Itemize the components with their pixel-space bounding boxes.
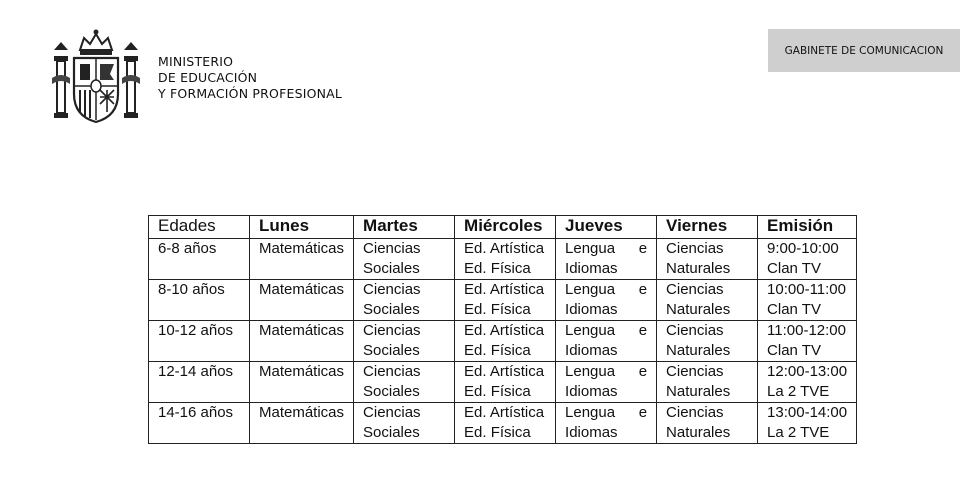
monday-text: Matemáticas [259, 404, 345, 421]
table-row [149, 280, 857, 321]
emission-channel: Clan TV [767, 260, 821, 277]
thursday-word-1: Lengua [565, 322, 616, 339]
header-monday: Lunes [250, 216, 354, 239]
wednesday-line-1: Ed. Artística [464, 404, 545, 421]
thursday-word-2: e [638, 322, 648, 339]
cell-wednesday [455, 362, 556, 403]
wednesday-line-2: Ed. Física [464, 424, 531, 441]
coat-of-arms-logo [50, 28, 142, 126]
wednesday-line-2: Ed. Física [464, 260, 531, 277]
friday-line-2: Naturales [666, 424, 731, 441]
cell-thursday [556, 362, 657, 403]
thursday-word-2: e [638, 363, 648, 380]
emission-time: 13:00-14:00 [767, 404, 848, 421]
table-row [149, 403, 857, 444]
monday-text: Matemáticas [259, 240, 345, 257]
thursday-line-2: Idiomas [565, 342, 618, 359]
cell-age [149, 280, 250, 321]
emission-channel: Clan TV [767, 301, 821, 318]
tuesday-line-1: Ciencias [363, 240, 421, 257]
tuesday-line-2: Sociales [363, 301, 420, 318]
wednesday-line-2: Ed. Física [464, 342, 531, 359]
age-text: 8-10 años [158, 281, 225, 298]
schedule-table [148, 215, 857, 444]
cell-emission [758, 280, 857, 321]
cell-wednesday [455, 403, 556, 444]
thursday-line-1 [565, 280, 647, 300]
cell-monday [250, 321, 354, 362]
wednesday-line-1: Ed. Artística [464, 281, 545, 298]
thursday-word-2: e [638, 404, 648, 421]
cell-friday [657, 403, 758, 444]
cell-monday [250, 362, 354, 403]
friday-line-2: Naturales [666, 301, 731, 318]
header-friday: Viernes [657, 216, 758, 239]
tuesday-line-1: Ciencias [363, 363, 421, 380]
friday-line-1: Ciencias [666, 322, 724, 339]
emission-channel: La 2 TVE [767, 424, 830, 441]
header-thursday: Jueves [556, 216, 657, 239]
wednesday-line-2: Ed. Física [464, 301, 531, 318]
cell-friday [657, 362, 758, 403]
tuesday-line-2: Sociales [363, 383, 420, 400]
thursday-word-1: Lengua [565, 240, 616, 257]
cell-friday [657, 280, 758, 321]
tuesday-line-1: Ciencias [363, 281, 421, 298]
friday-line-2: Naturales [666, 383, 731, 400]
table-row [149, 362, 857, 403]
thursday-line-2: Idiomas [565, 260, 618, 277]
tuesday-line-2: Sociales [363, 260, 420, 277]
table-row [149, 321, 857, 362]
cell-thursday [556, 280, 657, 321]
cell-emission [758, 403, 857, 444]
wednesday-line-1: Ed. Artística [464, 322, 545, 339]
cell-wednesday [455, 321, 556, 362]
header-wednesday: Miércoles [455, 216, 556, 239]
thursday-line-1 [565, 362, 647, 382]
cell-monday [250, 239, 354, 280]
thursday-line-1 [565, 321, 647, 341]
age-text: 6-8 años [158, 240, 217, 257]
emission-time: 10:00-11:00 [767, 281, 846, 298]
cell-age [149, 362, 250, 403]
friday-line-1: Ciencias [666, 281, 724, 298]
thursday-word-1: Lengua [565, 404, 616, 421]
friday-line-1: Ciencias [666, 404, 724, 421]
monday-text: Matemáticas [259, 363, 345, 380]
header-emission: Emisión [758, 216, 857, 239]
cell-friday [657, 239, 758, 280]
cell-monday [250, 280, 354, 321]
thursday-word-2: e [638, 281, 648, 298]
tuesday-line-2: Sociales [363, 424, 420, 441]
cell-emission [758, 362, 857, 403]
age-text: 14-16 años [158, 404, 234, 421]
friday-line-2: Naturales [666, 260, 731, 277]
ministry-line-2: DE EDUCACIÓN [158, 70, 258, 85]
cell-thursday [556, 239, 657, 280]
cell-thursday [556, 321, 657, 362]
friday-line-2: Naturales [666, 342, 731, 359]
cell-tuesday [354, 239, 455, 280]
header-tuesday: Martes [354, 216, 455, 239]
cell-wednesday [455, 280, 556, 321]
thursday-line-1 [565, 403, 647, 423]
thursday-line-2: Idiomas [565, 301, 618, 318]
wednesday-line-2: Ed. Física [464, 383, 531, 400]
wednesday-line-1: Ed. Artística [464, 363, 545, 380]
cell-age [149, 321, 250, 362]
thursday-word-1: Lengua [565, 281, 616, 298]
thursday-line-2: Idiomas [565, 424, 618, 441]
table-header-row [149, 216, 857, 239]
thursday-line-1 [565, 239, 647, 259]
wednesday-line-1: Ed. Artística [464, 240, 545, 257]
emission-time: 11:00-12:00 [767, 322, 846, 339]
cell-tuesday [354, 280, 455, 321]
ministry-name [158, 54, 342, 102]
cell-tuesday [354, 321, 455, 362]
friday-line-1: Ciencias [666, 240, 724, 257]
age-text: 10-12 años [158, 322, 234, 339]
ministry-line-3: Y FORMACIÓN PROFESIONAL [158, 86, 343, 101]
cell-tuesday [354, 403, 455, 444]
friday-line-1: Ciencias [666, 363, 724, 380]
ministry-line-1: MINISTERIO [158, 54, 234, 69]
monday-text: Matemáticas [259, 322, 345, 339]
cell-emission [758, 239, 857, 280]
emission-channel: Clan TV [767, 342, 821, 359]
tuesday-line-1: Ciencias [363, 322, 421, 339]
emission-time: 9:00-10:00 [767, 240, 839, 257]
header-ages: Edades [149, 216, 250, 239]
age-text: 12-14 años [158, 363, 234, 380]
cell-emission [758, 321, 857, 362]
cell-wednesday [455, 239, 556, 280]
monday-text: Matemáticas [259, 281, 345, 298]
tuesday-line-1: Ciencias [363, 404, 421, 421]
thursday-word-2: e [638, 240, 648, 257]
thursday-line-2: Idiomas [565, 383, 618, 400]
cell-friday [657, 321, 758, 362]
cell-age [149, 239, 250, 280]
cell-thursday [556, 403, 657, 444]
cabinet-label-box [768, 29, 960, 72]
thursday-word-1: Lengua [565, 363, 616, 380]
cell-age [149, 403, 250, 444]
emission-time: 12:00-13:00 [767, 363, 848, 380]
cabinet-label: GABINETE DE COMUNICACION [784, 44, 944, 57]
table-row [149, 239, 857, 280]
tuesday-line-2: Sociales [363, 342, 420, 359]
cell-tuesday [354, 362, 455, 403]
cell-monday [250, 403, 354, 444]
emission-channel: La 2 TVE [767, 383, 830, 400]
